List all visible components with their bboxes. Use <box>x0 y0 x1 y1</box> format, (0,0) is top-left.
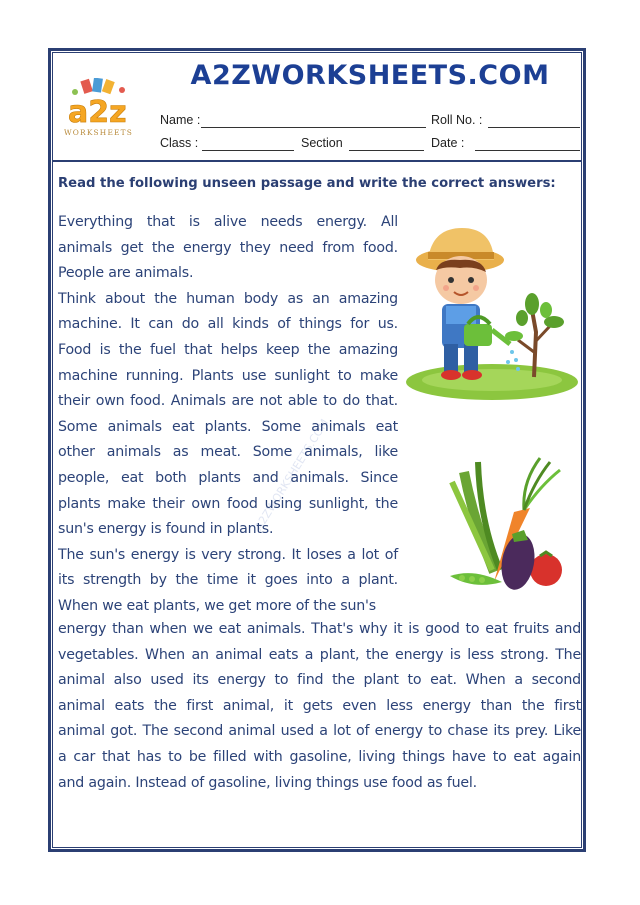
passage-bottom <box>58 617 581 796</box>
passage-line: The sun's energy is very strong. It loses a lot of <box>58 546 398 563</box>
passage-line: and again. Instead of gasoline, living things use food as fuel. <box>58 774 477 791</box>
passage-line: animal got. The second animal used a lot of energy to chase its prey. Like <box>58 723 581 740</box>
boy-icon <box>416 228 504 380</box>
passage-line: vegetables. When an animal eats a plant, the energy is less strong. The <box>58 646 581 663</box>
header-divider <box>52 160 582 162</box>
passage-line: People are animals. <box>58 265 194 282</box>
passage-line: their own food. Animals are not able to do that. <box>58 393 398 410</box>
peas-icon <box>450 573 502 585</box>
vegetables-illustration <box>444 452 568 592</box>
eggplant-icon <box>497 530 538 592</box>
sapling-icon <box>505 293 564 377</box>
roll-number-label: Roll No. : <box>431 113 483 127</box>
passage-line: people, eat both plants and animals. Since <box>58 469 398 486</box>
name-label: Name : <box>160 113 201 127</box>
logo-letters: a2z <box>68 95 127 130</box>
date-label: Date : <box>431 136 465 150</box>
a2z-logo <box>60 78 142 140</box>
passage-line: a car that has to be filled with gasoline, living things have to eat again <box>58 748 581 765</box>
class-label: Class : <box>160 136 199 150</box>
watering-can-icon <box>464 317 510 346</box>
passage-line: Food is the fuel that helps keep the amazing <box>58 341 398 358</box>
passage-line: energy than when we eat animals. That's why it is good to eat fruits and <box>58 621 581 637</box>
passage-line: other animals as meat. Some animals, like <box>58 444 398 461</box>
leek-icon <box>452 462 500 572</box>
watermark: A2ZWORKSHEETS.COM <box>252 416 332 533</box>
date-field[interactable] <box>475 150 580 151</box>
logo-subtext: WORKSHEETS <box>64 128 134 137</box>
passage-line: its strength by the time it goes into a plant. <box>58 572 398 589</box>
logo-books-icon <box>72 78 125 95</box>
passage-line: animal also used its energy to find the plant to eat. When a second <box>58 672 581 689</box>
passage-line: Think about the human body as an amazing <box>58 290 398 307</box>
passage-line: machine. It can do all kinds of things for us. <box>58 316 398 333</box>
boy-watering-plant-illustration <box>404 222 580 404</box>
class-field[interactable] <box>202 150 294 151</box>
section-label: Section <box>301 136 343 150</box>
section-field[interactable] <box>349 150 424 151</box>
passage-top <box>58 210 398 620</box>
tomato-icon <box>530 552 562 586</box>
passage-line: Some animals eat plants. Some animals eat <box>58 418 398 435</box>
instruction-heading: Read the following unseen passage and write the correct answers: <box>58 176 556 191</box>
passage-line: animals get the energy they need from food. <box>58 239 398 256</box>
passage-line: machine running. Plants use sunlight to make <box>58 367 398 384</box>
roll-number-field[interactable] <box>488 127 580 128</box>
site-title: A2ZWORKSHEETS.COM <box>190 60 550 91</box>
passage-line: sun's energy is found in plants. <box>58 521 274 538</box>
passage-line: When we eat plants, we get more of the sun's <box>58 597 376 614</box>
passage-line: animal eats the first animal, it gets even less energy than the first <box>58 697 581 714</box>
name-field[interactable] <box>201 127 426 128</box>
passage-line: plants make their own food using sunlight, the <box>58 495 398 512</box>
passage-line: Everything that is alive needs energy. All <box>58 214 398 230</box>
